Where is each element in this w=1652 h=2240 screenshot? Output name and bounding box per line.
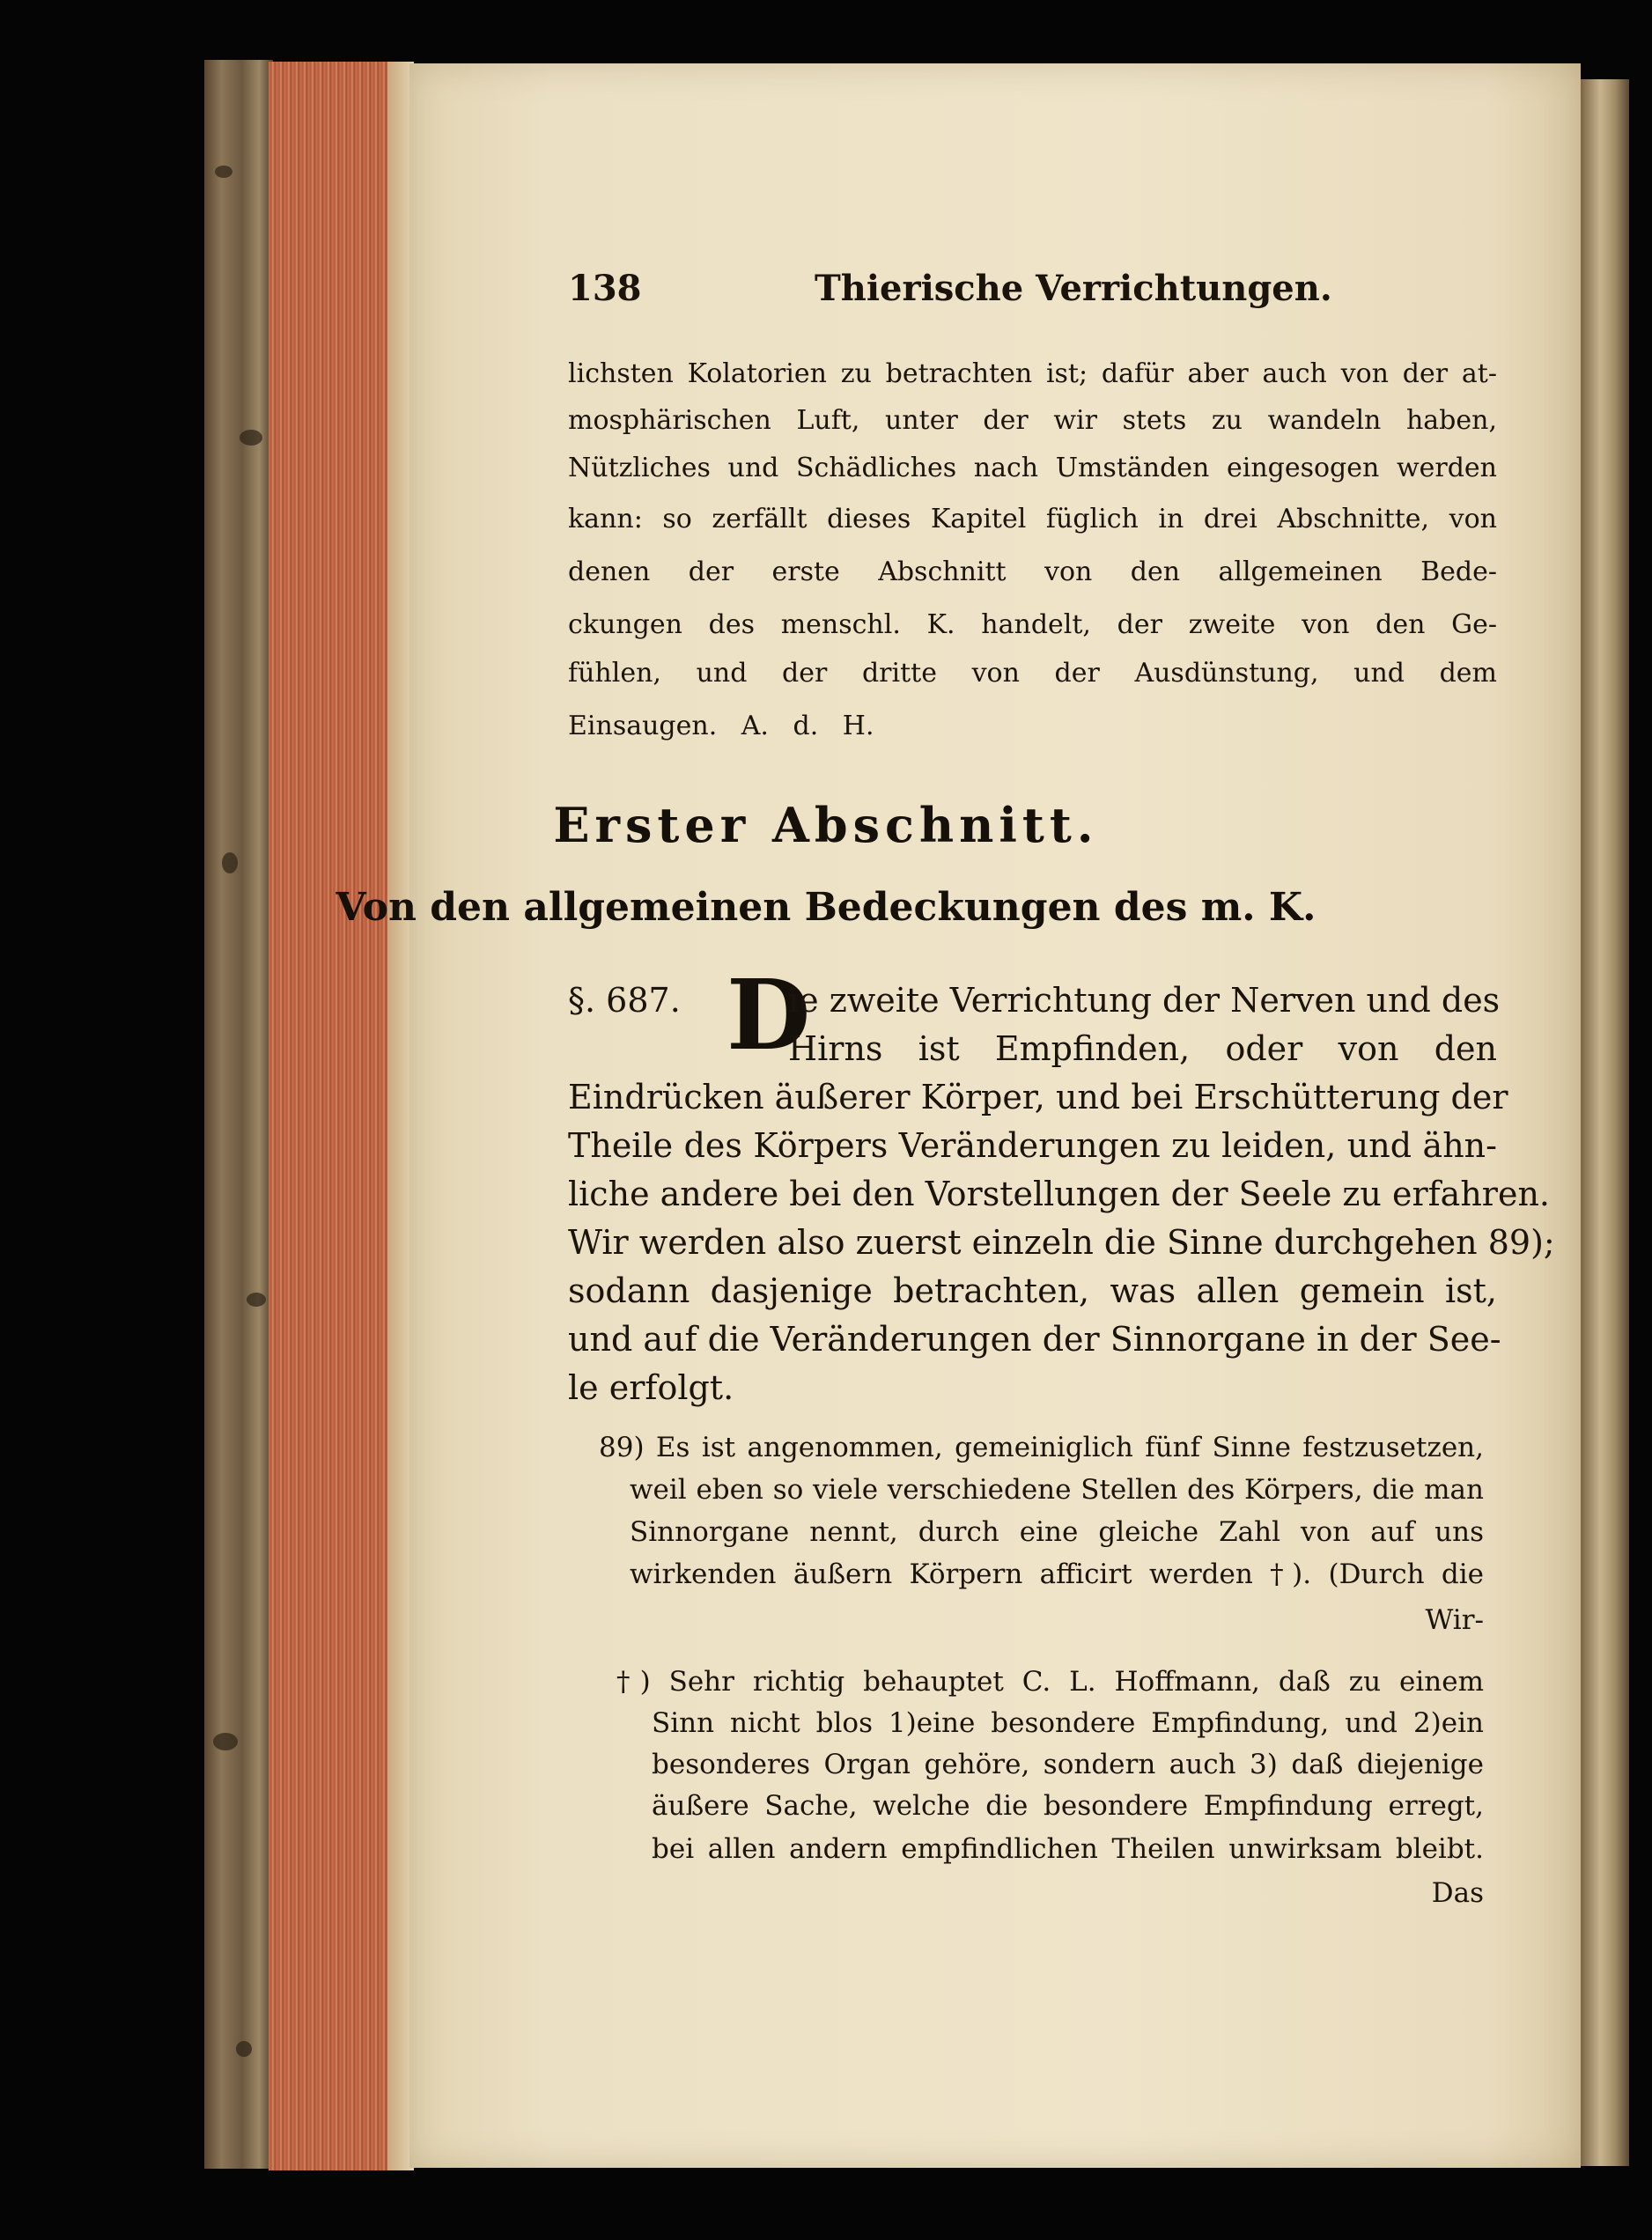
intro-line: lichsten Kolatorien zu betrachten ist; dafür aber auch von der at-: [568, 358, 1497, 389]
book-cover-edge: [204, 60, 273, 2169]
paragraph-line: ie zweite Verrichtung der Nerven und des: [788, 981, 1501, 1020]
catchword: Wir-: [1425, 1604, 1484, 1636]
cover-speck: [247, 1293, 266, 1307]
footnote-line: weil eben so viele verschiedene Stellen des Körpers, die man: [630, 1474, 1484, 1506]
paragraph-line: le erfolgt.: [568, 1368, 734, 1407]
paragraph-line: Wir werden also zuerst einzeln die Sinne durchgehen 89);: [568, 1223, 1555, 1262]
footnote-line: bei allen andern empfindlichen Theilen unwirksam bleibt.: [652, 1833, 1484, 1865]
paragraph-line: und auf die Veränderungen der Sinnorgane in der See-: [568, 1320, 1501, 1359]
paragraph-line: sodann dasjenige betrachten, was allen gemein ist,: [568, 1271, 1497, 1310]
paragraph-number: §. 687.: [568, 981, 681, 1020]
intro-line: denen der erste Abschnitt von den allgemeinen Bede-: [568, 556, 1497, 587]
drop-initial: D: [726, 958, 811, 1072]
intro-line: mosphärischen Luft, unter der wir stets zu wandeln haben,: [568, 405, 1497, 436]
section-subtitle: Von den allgemeinen Bedeckungen des m. K.: [336, 885, 1316, 930]
cover-speck: [213, 1733, 238, 1750]
cover-speck: [240, 430, 262, 446]
cover-speck: [222, 852, 238, 873]
paragraph-line: liche andere bei den Vorstellungen der Seele zu erfahren.: [568, 1175, 1551, 1213]
paragraph-line: Hirns ist Empfinden, oder von den: [788, 1029, 1497, 1068]
catchword: Das: [1431, 1877, 1484, 1909]
footnote-line: wirkenden äußern Körpern afficirt werden †). (Durch die: [630, 1558, 1484, 1590]
cover-speck: [215, 166, 232, 178]
running-head: [568, 264, 1497, 313]
intro-line: Nützliches und Schädliches nach Umständen eingesogen werden: [568, 453, 1497, 483]
section-title: Erster Abschnitt.: [553, 797, 1099, 853]
paragraph-line: Eindrücken äußerer Körper, und bei Erschütterung der: [568, 1078, 1508, 1116]
footnote-line: Sinnorgane nennt, durch eine gleiche Zahl von auf uns: [630, 1516, 1484, 1548]
cover-speck: [236, 2041, 252, 2057]
footnote-line: †) Sehr richtig behauptet C. L. Hoffmann, daß zu einem: [616, 1666, 1484, 1698]
page-number: 138: [568, 268, 642, 309]
footnote-line: 89) Es ist angenommen, gemeiniglich fünf Sinne festzusetzen,: [599, 1432, 1484, 1463]
footnote-line: besonderes Organ gehöre, sondern auch 3) daß diejenige: [652, 1749, 1484, 1780]
footnote-line: äußere Sache, welche die besondere Empfindung erregt,: [652, 1790, 1484, 1822]
intro-line: Einsaugen. A. d. H.: [568, 711, 874, 741]
footnote-line: Sinn nicht blos 1)eine besondere Empfindung, und 2)ein: [652, 1707, 1484, 1739]
paragraph-line: Theile des Körpers Veränderungen zu leiden, und ähn-: [568, 1126, 1497, 1165]
intro-line: ckungen des menschl. K. handelt, der zweite von den Ge-: [568, 609, 1497, 640]
facing-page-fold: [1581, 79, 1629, 2166]
page-block-edge: [269, 62, 401, 2170]
intro-line: fühlen, und der dritte von der Ausdünstung, und dem: [568, 658, 1497, 689]
intro-line: kann: so zerfällt dieses Kapitel füglich in drei Abschnitte, von: [568, 504, 1497, 534]
running-title: Thierische Verrichtungen.: [815, 268, 1332, 309]
